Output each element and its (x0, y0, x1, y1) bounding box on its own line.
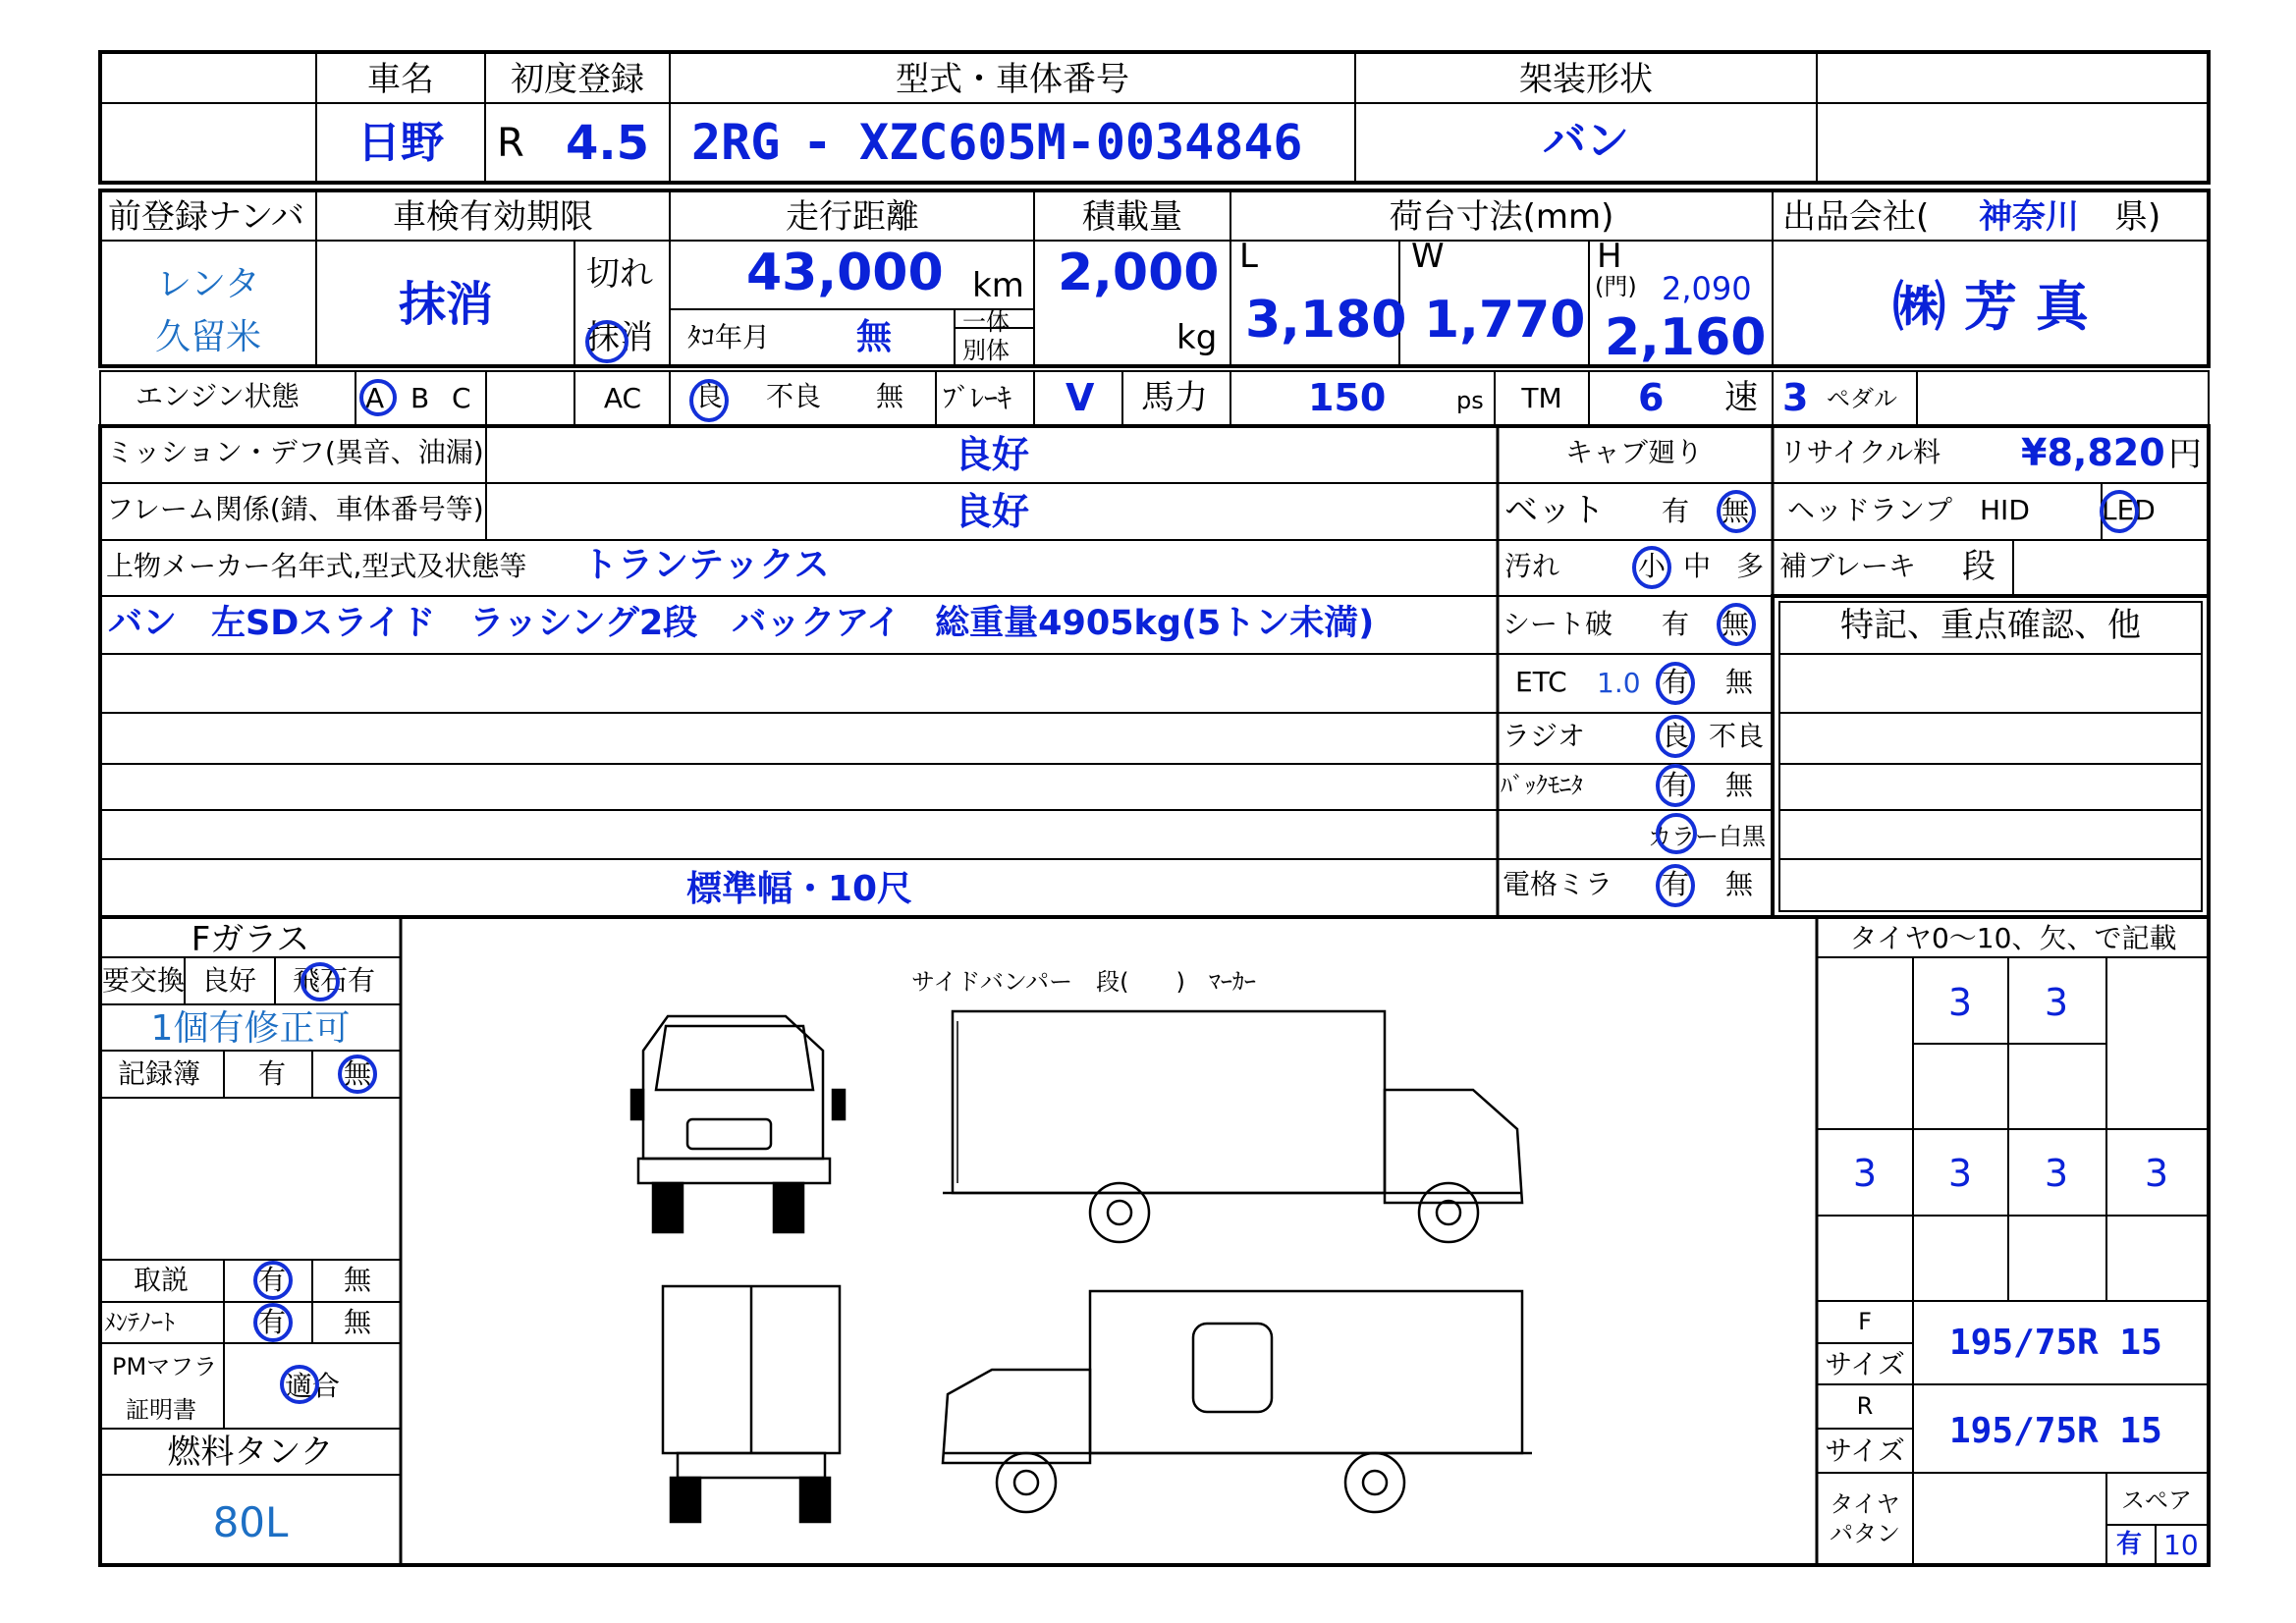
maint-yes: 有 (258, 1306, 287, 1338)
seller-header-1: 出品会社( (1782, 197, 1930, 237)
mileage-value: 43,000 (746, 243, 944, 302)
recycle-unit: 円 (2168, 435, 2202, 474)
body-header: 架装形状 (1519, 60, 1653, 99)
mirror-yes-check (1656, 864, 1695, 907)
monitor-color-check (1656, 813, 1697, 854)
dirt-header: 汚れ (1504, 550, 1560, 582)
monitor-bw: 白黒 (1719, 823, 1766, 850)
hp-value: 150 (1308, 376, 1387, 419)
radio-bad: 不良 (1709, 720, 1765, 752)
tire-rear-2: 3 (1947, 1152, 1973, 1195)
glass-chip: 飛石有 (293, 964, 376, 997)
monitor-yes-check (1656, 764, 1695, 807)
record-yes: 有 (258, 1057, 287, 1090)
ac-none: 無 (876, 380, 904, 412)
cab-header: キャブ廻り (1564, 436, 1704, 468)
truck-front-view (631, 1016, 845, 1232)
dirt-small-check (1632, 546, 1671, 589)
etc-header: ETC (1515, 666, 1567, 698)
pedal-label: ペダル (1827, 385, 1897, 412)
glass-good: 良好 (201, 964, 257, 997)
length-label: L (1239, 237, 1258, 276)
pm-header-2: 証明書 (126, 1396, 196, 1424)
inspection-value: 抹消 (398, 277, 494, 332)
hp-unit: ps (1456, 387, 1484, 414)
mirror-header: 電格ミラ (1503, 868, 1613, 900)
height-value: 2,160 (1605, 308, 1767, 367)
speed-label: 速 (1724, 378, 1758, 417)
dirt-mid: 中 (1683, 550, 1712, 582)
bed-header: ベット (1504, 491, 1605, 530)
monitor-header: ﾊﾞｯｸﾓﾆﾀ (1501, 772, 1583, 799)
tire-rear-1: 3 (1852, 1152, 1878, 1195)
glass-header: Fガラス (191, 920, 310, 959)
mirror-no: 無 (1725, 868, 1754, 900)
headlamp-header: ヘッドランプ (1787, 494, 1953, 526)
separate-label: 別体 (962, 337, 1010, 364)
width-value: 1,770 (1424, 291, 1586, 350)
body-maker-header: 上物メーカー名年式,型式及状態等 (106, 550, 527, 582)
seller-name: ㈱ 芳 真 (1892, 276, 2089, 338)
model-prefix: 2RG (691, 114, 781, 171)
led-check (2100, 490, 2139, 533)
special-header: 特記、重点確認、他 (1840, 606, 2141, 645)
load-value: 2,000 (1058, 243, 1220, 302)
engine-grade-a-check (359, 379, 397, 416)
maint-no: 無 (344, 1306, 372, 1338)
seat-header: シート破 (1503, 608, 1613, 640)
ac-good-check (689, 379, 729, 422)
gate-height-value: 2,090 (1662, 270, 1752, 307)
radio-header: ラジオ (1503, 720, 1586, 752)
gate-height-label: (門) (1595, 273, 1637, 300)
pedal-value: 3 (1782, 376, 1809, 419)
mileage-unit: km (972, 266, 1024, 305)
engine-grade-a: A (365, 382, 385, 414)
cancelled-check (585, 320, 629, 363)
tacho-header: ﾀｺ年月 (687, 321, 771, 353)
prev-plate-1: レンタ (156, 264, 260, 304)
pattern-header-1: タイヤ (1830, 1490, 1900, 1518)
inspection-header: 車検有効期限 (393, 197, 593, 237)
seller-header-2: 県) (2114, 197, 2161, 237)
truck-side-view-right (943, 1011, 1522, 1242)
model-separator: - (807, 114, 828, 171)
rear-tire-size: 195/75R 15 (1949, 1411, 2162, 1451)
tire-front-left: 3 (1947, 981, 1973, 1024)
tm-value: 6 (1638, 376, 1665, 419)
dirt-small: 小 (1638, 550, 1667, 582)
engine-grade-c: C (452, 382, 471, 414)
load-unit: kg (1176, 318, 1218, 357)
integrated-label: 一体 (962, 308, 1010, 336)
etc-yes-check (1656, 662, 1695, 705)
frame-value: 良好 (954, 490, 1030, 533)
radio-good-check (1656, 715, 1695, 758)
seat-yes: 有 (1662, 608, 1690, 640)
prev-plate-header: 前登録ナンバ (108, 197, 304, 237)
truck-side-view-left (943, 1291, 1532, 1512)
seller-prefecture: 神奈川 (1979, 197, 2079, 237)
maint-header: ﾒﾝﾃﾉｰﾄ (104, 1309, 175, 1336)
etc-no: 無 (1725, 666, 1754, 698)
manual-yes: 有 (258, 1264, 287, 1296)
model-header: 型式・車体番号 (896, 60, 1129, 99)
make-value: 日野 (357, 118, 444, 168)
radio-good: 良 (1662, 720, 1690, 752)
brake-value: V (1066, 376, 1095, 419)
spare-count: 10 (2163, 1529, 2199, 1561)
front-size-label: サイズ (1825, 1348, 1905, 1380)
fuel-value: 80L (212, 1498, 289, 1546)
notes-line: バン 左SDスライド ラッシング2段 バックアイ 総重量4905kg(5トン未満) (108, 604, 1375, 643)
spare-header: スペア (2121, 1487, 2192, 1514)
record-no-check (338, 1055, 377, 1094)
engine-grade-b: B (410, 382, 430, 414)
spare-yes: 有 (2116, 1530, 2143, 1559)
hid-option: HID (1980, 494, 2030, 526)
fuel-header: 燃料タンク (167, 1433, 334, 1472)
first-reg-header: 初度登録 (511, 60, 644, 99)
monitor-color: カラー (1648, 823, 1719, 850)
truck-rear-view (663, 1286, 840, 1522)
chassis-number: XZC605M-0034846 (859, 114, 1303, 171)
glass-chip-check (301, 962, 340, 1001)
bed-yes: 有 (1662, 495, 1690, 527)
tacho-value: 無 (856, 317, 893, 357)
monitor-yes: 有 (1662, 769, 1690, 801)
seat-no: 無 (1722, 608, 1750, 640)
body-type: バン (1543, 116, 1629, 166)
glass-note: 1個有修正可 (150, 1008, 351, 1049)
dirt-large: 多 (1736, 550, 1765, 582)
brake-header: ﾌﾞﾚｰｷ (943, 382, 1012, 414)
led-option: LED (2102, 494, 2156, 526)
maint-yes-check (253, 1303, 293, 1342)
engine-header: エンジン状態 (136, 380, 300, 412)
seat-no-check (1717, 603, 1756, 646)
tire-rear-4: 3 (2144, 1152, 2169, 1195)
pm-value: 適合 (285, 1370, 341, 1402)
bed-no-check (1717, 490, 1756, 533)
pm-header-1: PMマフラ (112, 1353, 218, 1380)
mirror-yes: 有 (1662, 868, 1690, 900)
front-size-header: F (1858, 1308, 1872, 1335)
etc-yes: 有 (1662, 666, 1690, 698)
footer-note: 標準幅・10尺 (685, 869, 913, 909)
height-label: H (1597, 237, 1622, 276)
recycle-header: リサイクル料 (1779, 436, 1941, 468)
ac-header: AC (603, 382, 642, 414)
pattern-header-2: パタン (1830, 1520, 1900, 1547)
rear-size-label: サイズ (1825, 1434, 1905, 1467)
record-header: 記録簿 (118, 1057, 201, 1090)
expired-label: 切れ (586, 254, 653, 294)
prev-plate-2: 久留米 (154, 317, 262, 357)
glass-replace: 要交換 (102, 964, 186, 997)
recycle-value: ¥8,820 (2021, 431, 2165, 474)
make-header: 車名 (367, 60, 434, 99)
hp-header: 馬力 (1141, 378, 1208, 417)
bed-dim-header: 荷台寸法(mm) (1389, 197, 1614, 237)
mission-header: ミッション・デフ(異音、油漏) (106, 436, 484, 468)
mileage-header: 走行距離 (786, 197, 919, 237)
width-label: W (1411, 237, 1445, 276)
rear-size-header: R (1856, 1392, 1874, 1420)
cancelled-label: 抹消 (586, 318, 653, 357)
frame-header: フレーム関係(錆、車体番号等) (106, 493, 484, 525)
ac-good: 良 (695, 380, 724, 412)
manual-yes-check (253, 1261, 293, 1300)
ac-bad: 不良 (766, 380, 822, 412)
side-bumper-label: サイドバンパー 段( ) ﾏｰｶｰ (911, 968, 1256, 996)
manual-header: 取説 (134, 1264, 190, 1296)
manual-no: 無 (344, 1264, 372, 1296)
era: R (497, 121, 524, 166)
tire-front-right: 3 (2044, 981, 2069, 1024)
load-header: 積載量 (1082, 197, 1182, 237)
aux-brake-header: 補ブレーキ (1779, 550, 1916, 582)
front-tire-size: 195/75R 15 (1949, 1323, 2162, 1363)
aux-brake-value: 段 (1962, 547, 1995, 586)
first-reg-value: 4.5 (566, 116, 650, 171)
bed-no: 無 (1722, 495, 1750, 527)
etc-version: 1.0 (1597, 667, 1641, 699)
tm-header: TM (1521, 382, 1562, 414)
tire-rear-3: 3 (2044, 1152, 2069, 1195)
body-maker-value: トランテックス (582, 545, 830, 585)
pm-check (280, 1365, 319, 1404)
monitor-no: 無 (1725, 769, 1754, 801)
length-value: 3,180 (1245, 291, 1407, 350)
mission-value: 良好 (954, 433, 1030, 476)
tires-title: タイヤ0～10、欠、で記載 (1849, 922, 2177, 954)
record-no: 無 (344, 1057, 372, 1090)
